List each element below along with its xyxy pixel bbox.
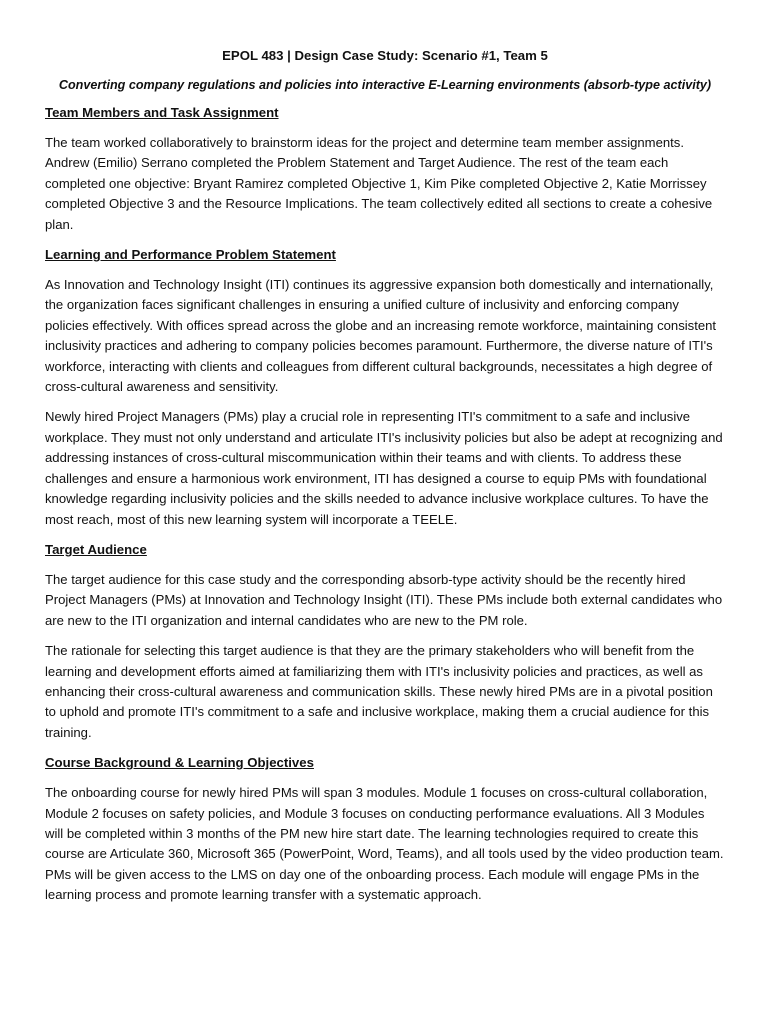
heading-team-members: Team Members and Task Assignment bbox=[45, 105, 279, 120]
document-page bbox=[45, 46, 725, 916]
paragraph-problem-1: As Innovation and Technology Insight (ITI) continues its aggressive expansion both domestically and internationally, the organization faces significant challenges in ensuring a unified culture of inclusivity and enforcing company policies effectively. With offices spread across the globe and an increasing remote workforce, maintaining consistent inclusivity practices and adhering to company policies becomes paramount. Furthermore, the diverse nature of ITI's workforce, interacting with clients and colleagues from different cultural backgrounds, necessitates a high degree of cross-cultural awareness and sensitivity. bbox=[45, 277, 717, 395]
paragraph-team-members: The team worked collaboratively to brainstorm ideas for the project and determine team member assignments. Andrew (Emilio) Serrano completed the Problem Statement and Target Audience. The rest of the team each completed one objective: Bryant Ramirez completed Objective 1, Kim Pike completed Objective 2, Katie Morrissey completed Objective 3 and the Resource Implications. The team collectively edited all sections to create a cohesive plan. bbox=[45, 135, 713, 232]
document-subtitle: Converting company regulations and policies into interactive E-Learning environments (absorb-type activity) bbox=[58, 78, 712, 92]
paragraph-course-1: The onboarding course for newly hired PMs will span 3 modules. Module 1 focuses on cross-cultural collaboration, Module 2 focuses on safety policies, and Module 3 focuses on conducting performance evaluations. All 3 Modules will be completed within 3 months of the PM new hire start date. The learning technologies required to create this course are Articulate 360, Microsoft 365 (PowerPoint, Word, Teams), and all tools used by the video production team. PMs will be given access to the LMS on day one of the onboarding process. Each module will engage PMs in the learning process and promote learning transfer with a systematic approach. bbox=[45, 785, 724, 903]
heading-problem-statement: Learning and Performance Problem Statement bbox=[45, 247, 336, 263]
document-title: EPOL 483 | Design Case Study: Scenario #1, Team 5 bbox=[222, 48, 548, 63]
paragraph-problem-2: Newly hired Project Managers (PMs) play a crucial role in representing ITI's commitment to a safe and inclusive workplace. They must not only understand and articulate ITI's inclusivity policies but also be adept at recognizing and addressing instances of cross-cultural miscommunication within their teams and with clients. To address these challenges and ensure a harmonious work environment, ITI has designed a course to equip PMs with foundational knowledge regarding inclusivity policies and the skills needed to advance inclusive workplace cultures. To have the most reach, most of this new learning system will incorporate a TEELE. bbox=[45, 409, 723, 527]
paragraph-audience-1: The target audience for this case study and the corresponding absorb-type activity should be the recently hired Project Managers (PMs) at Innovation and Technology Insight (ITI). These PMs include both external candidates who are new to the ITI organization and internal candidates who are new to the PM role. bbox=[45, 571, 723, 628]
heading-target-audience: Target Audience bbox=[45, 541, 147, 557]
paragraph-audience-2: The rationale for selecting this target audience is that they are the primary stakeholders who will benefit from the learning and development efforts aimed at familiarizing them with ITI's inclusivity policies and practices, as well as enhancing their cross-cultural awareness and communication skills. These newly hired PMs are in a pivotal position to uphold and promote ITI's commitment to a safe and inclusive workplace, making them a crucial audience for this training. bbox=[45, 643, 713, 740]
heading-course-background: Course Background & Learning Objectives bbox=[45, 755, 314, 771]
